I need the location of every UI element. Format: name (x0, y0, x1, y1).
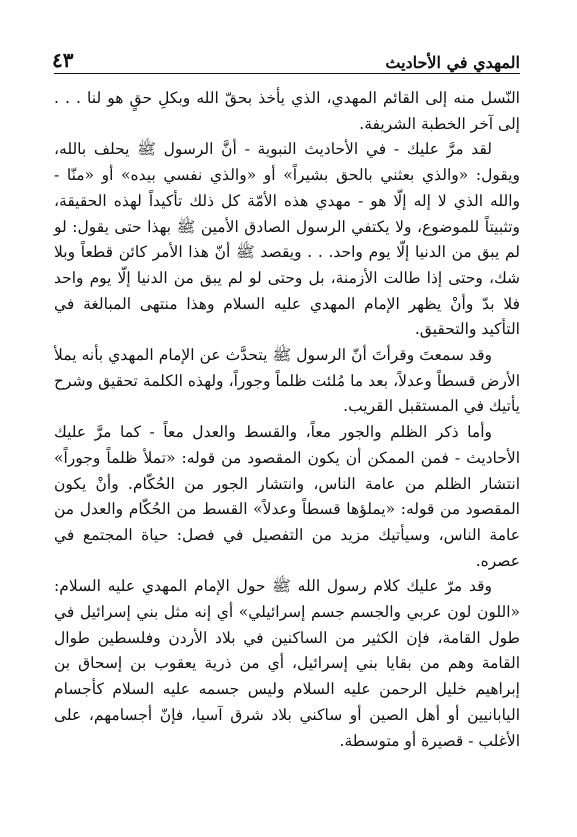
paragraph: النّسل منه إلى القائم المهدي، الذي يأخذ بحقّ الله وبكلِ حقٍ هو لنا . . . إلى آخر الخطبة الشريفة. (54, 89, 520, 133)
paragraph: وأما ذكر الظلم والجور معاً، والقسط والعدل معاً - كما مرَّ عليك الأحاديث - فمن الممكن أن يكون المقصود من قوله: «تملأ ظلماً وجوراً» انتشار الظلم من عامة الناس، وانتشار الجور من الحُكّام. وأنْ يكون المقصود من قوله: «يملؤها قسطاً وعدلاً» القسط من الحُكّام والعدل من عامة الناس، وسيأتيك مزيد من التفصيل في فصل: حياة المجتمع في عصره. (54, 423, 520, 570)
page-number: ٤٣ (52, 48, 74, 72)
header-rule (54, 73, 520, 74)
paragraph: وقد مرّ عليك كلام رسول الله ﷺ حول الإمام المهدي عليه السلام: «اللون لون عربي والجسم جسم إسرائيلي» أي إنه مثل بني إسرائيل في طول القامة، فإن الكثير من الساكنين في بلاد الأردن وفلسطين طوال القامة وهم من بقايا بني إسرائيل، أي من ذرية يعقوب بن إسحاق بن إبراهيم خليل الرحمن عليه السلام وليس جسمه عليه السلام كأجسام اليابانيين أو أهل الصين أو ساكني بلاد شرق آسيا، فإنّ أجسامهم، على الأغلب - قصيرة أو متوسطة. (54, 577, 520, 750)
page-header (52, 44, 520, 72)
paragraph: لقد مرَّ عليك - في الأحاديث النبوية - أنَّ الرسول ﷺ يحلف بالله، ويقول: «والذي بعثني بالحق بشيراً» أو «والذي نفسي بيده» أو «منّا - والله الذي لا إله إلّا هو - مهدي هذه الأمّة كل ذلك تأكيداً لهذه الحقيقة، وتثبيتاً للموضوع، ولا يكتفي الرسول الصادق الأمين ﷺ بهذا حتى يقول: لو لم يبق من الدنيا إلّا يوم واحد. . . ويقصد ﷺ أنّ هذا الأمر كائن قطعاً وبلا شك، وحتى إذا طالت الأزمنة، بل وحتى لو لم يبق من الدنيا إلّا يوم واحد فلا بدّ وأنْ يظهر الإمام المهدي عليه السلام وهذا منتهى المبالغة في التأكيد والتحقيق. (54, 140, 520, 339)
paragraph: وقد سمعتَ وقرأتَ أنّ الرسول ﷺ يتحدَّث عن الإمام المهدي بأنه يملأ الأرض قسطاً وعدلاً، بعد ما مُلئت ظلماً وجوراً، ولهذه الكلمة تحقيق وشرح يأتيك في المستقبل القريب. (54, 346, 520, 416)
running-title: المهدي في الأحاديث (385, 53, 520, 72)
page-body (54, 86, 520, 754)
